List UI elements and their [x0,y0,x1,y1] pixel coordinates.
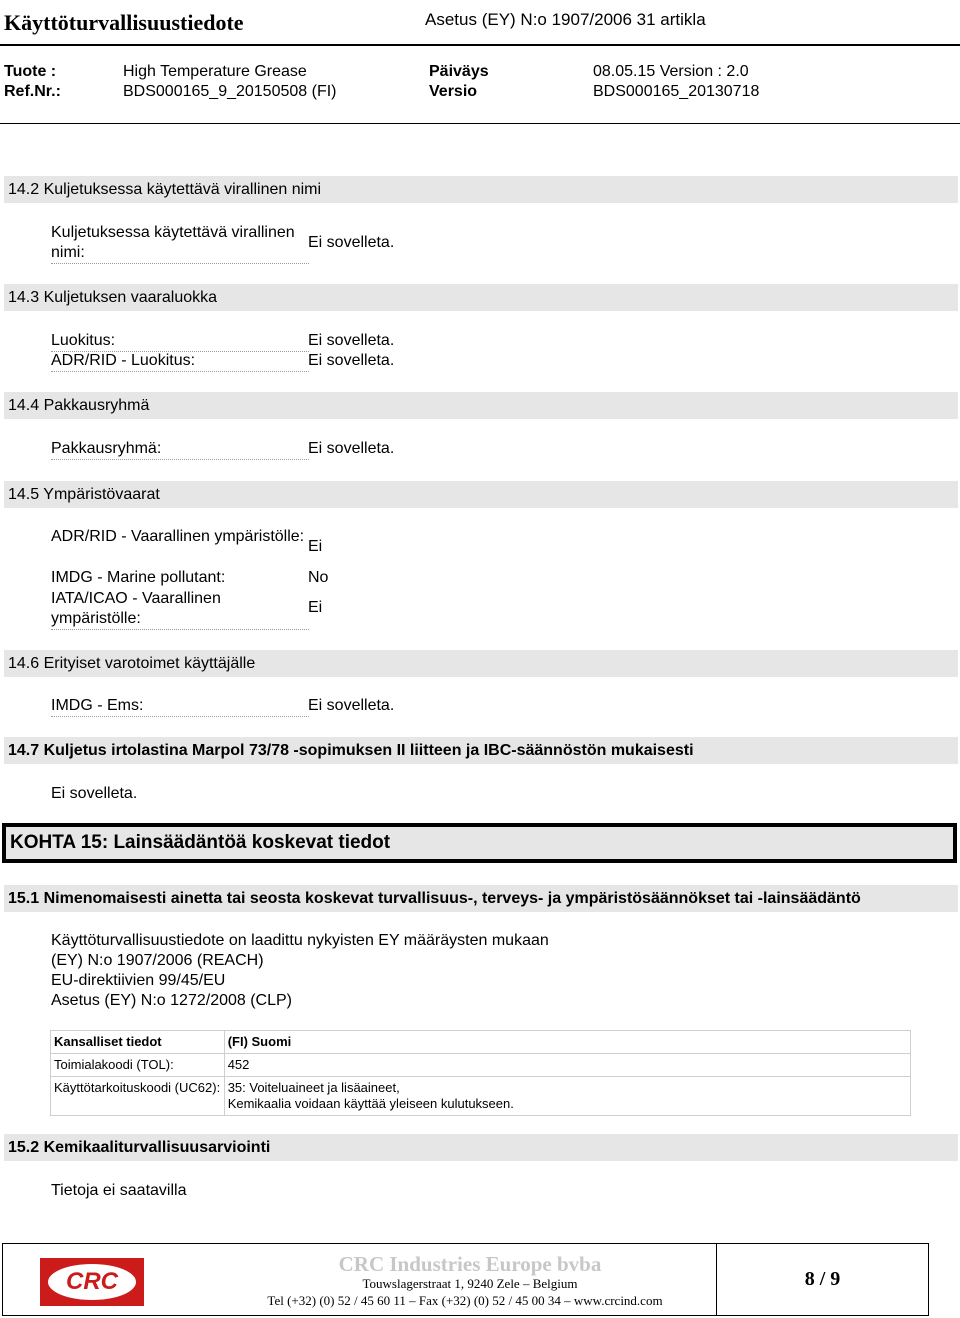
crc-logo-text: CRC [66,1268,118,1295]
company-address: Touwslagerstraat 1, 9240 Zele – Belgium [362,1276,578,1291]
section-15-2-header: 15.2 Kemikaaliturvallisuusarviointi [4,1134,958,1161]
refnr-value: BDS000165_9_20150508 (FI) [123,83,337,100]
adr-rid-classification-value: Ei sovelleta. [308,352,395,369]
adr-rid-classification-label: ADR/RID - Luokitus: [51,351,309,372]
uc62-value [224,1077,910,1116]
national-info-table [50,1030,911,1116]
imdg-ems-value: Ei sovelleta. [308,697,395,714]
section-14-5-header: 14.5 Ympäristövaarat [4,481,958,508]
date-value: 08.05.15 Version : 2.0 [593,63,749,80]
version-label: Versio [429,83,478,100]
official-name-value: Ei sovelleta. [308,234,395,251]
page-number: 8 / 9 [804,1268,841,1290]
regulation-line-1: Käyttöturvallisuustiedote on laadittu nykyisten EY määräysten mukaan [51,932,549,949]
section-15-1-header: 15.1 Nimenomaisesti ainetta tai seosta koskevat turvallisuus-, terveys- ja ympäristösäännökset tai -lainsäädäntö [4,885,958,912]
iata-icao-env-label: IATA/ICAO - Vaarallinen ympäristölle: [51,589,309,630]
packing-group-label: Pakkausryhmä: [51,439,309,460]
section-15-title: KOHTA 15: Lainsäädäntöä koskevat tiedot [2,823,957,863]
imdg-marine-pollutant-label: IMDG - Marine pollutant: [51,569,226,586]
imdg-marine-pollutant-value: No [308,569,329,586]
section-14-3-header: 14.3 Kuljetuksen vaaraluokka [4,284,958,311]
uc62-value-line-1: 35: Voiteluaineet ja lisäaineet, [227,1080,400,1095]
official-name-label: Kuljetuksessa käytettävä virallinen nimi: [51,223,309,264]
section-14-6-header: 14.6 Erityiset varotoimet käyttäjälle [4,650,958,677]
company-name: CRC Industries Europe bvba [338,1252,602,1276]
regulation-line-2: (EY) N:o 1907/2006 (REACH) [51,952,264,969]
imdg-ems-label: IMDG - Ems: [51,696,309,717]
tol-label: Toimialakoodi (TOL): [51,1054,225,1077]
section-14-4-header: 14.4 Pakkausryhmä [4,392,958,419]
product-value: High Temperature Grease [123,63,307,80]
uc62-label: Käyttötarkoituskoodi (UC62): [51,1077,225,1116]
section-14-2-header: 14.2 Kuljetuksessa käytettävä virallinen nimi [4,176,958,203]
tol-value: 452 [224,1054,910,1077]
regulation-reference: Asetus (EY) N:o 1907/2006 31 artikla [425,10,706,29]
classification-label: Luokitus: [51,331,309,352]
marpol-value: Ei sovelleta. [51,785,138,802]
header-divider [0,44,960,46]
table-row [51,1031,911,1054]
regulation-line-4: Asetus (EY) N:o 1272/2008 (CLP) [51,992,293,1009]
table-row [51,1077,911,1116]
classification-value: Ei sovelleta. [308,332,395,349]
version-value: BDS000165_20130718 [593,83,760,100]
refnr-label: Ref.Nr.: [4,83,61,100]
packing-group-value: Ei sovelleta. [308,440,395,457]
document-title: Käyttöturvallisuustiedote [4,10,244,35]
uc62-value-line-2: Kemikaalia voidaan käyttää yleiseen kulutukseen. [227,1096,514,1111]
company-contact: Tel (+32) (0) 52 / 45 60 11 – Fax (+32) (0) 52 / 45 00 34 – www.crcind.com [267,1293,663,1308]
table-head-country: (FI) Suomi [224,1031,910,1054]
product-label: Tuote : [4,63,57,80]
table-head-national: Kansalliset tiedot [51,1031,225,1054]
chemical-safety-value: Tietoja ei saatavilla [51,1182,187,1199]
regulation-line-3: EU-direktiivien 99/45/EU [51,972,226,989]
date-label: Päiväys [429,63,489,80]
table-row [51,1054,911,1077]
adr-rid-env-value: Ei [308,538,323,555]
adr-rid-env-label: ADR/RID - Vaarallinen ympäristölle: [51,528,305,545]
iata-icao-env-value: Ei [308,599,323,616]
header-bottom-divider [0,123,960,124]
section-14-7-header: 14.7 Kuljetus irtolastina Marpol 73/78 -sopimuksen II liitteen ja IBC-säännöstön mukaisesti [4,737,958,764]
